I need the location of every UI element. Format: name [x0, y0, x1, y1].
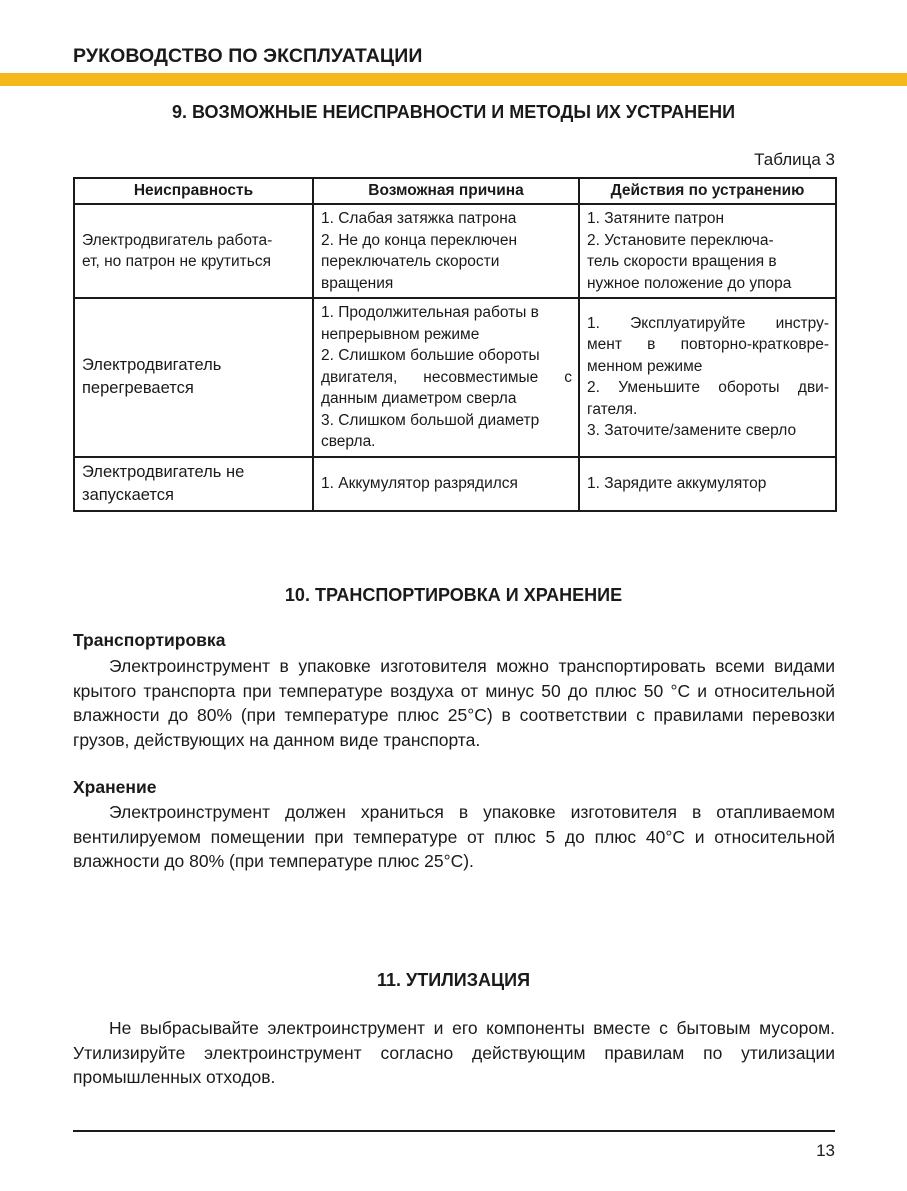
column-header-problem: Неисправность — [74, 178, 313, 204]
cell-line: мент в повторно-кратковре- — [587, 336, 829, 354]
cell-line: 2. Слишком большие обороты — [321, 347, 540, 364]
problem-cell — [74, 457, 313, 511]
section-11-title: 11. УТИЛИЗАЦИЯ — [376, 970, 531, 990]
column-header-cause: Возможная причина — [313, 178, 579, 204]
footer-divider — [73, 1130, 835, 1132]
cell-line: Электродвигатель — [82, 356, 222, 375]
section-10-title: 10. ТРАНСПОРТИРОВКА И ХРАНЕНИЕ — [284, 585, 623, 605]
cell-line: непрерывном режиме — [321, 325, 480, 343]
storage-paragraph: Электроинструмент должен храниться в упаковке изготовителя в отапливаемом вентилируемом помещении при температуре от плюс 5 до плюс 40°С и относительной влажности до 80% (при температуре плюс 25°С). — [73, 802, 835, 871]
cell-line: тель скорости вращения в — [587, 253, 777, 270]
cell-line: 2. Уменьшите обороты дви- — [587, 379, 829, 397]
cell-line: менном режиме — [587, 357, 703, 375]
problem-cell — [74, 204, 313, 298]
cell-line: 2. Установите переключа- — [587, 231, 774, 249]
action-cell — [579, 457, 836, 511]
cell-line: двигателя, несовместимые с — [321, 368, 572, 386]
table-row — [74, 204, 836, 298]
transport-subtitle: Транспортировка — [73, 630, 226, 650]
cell-line: гателя. — [587, 400, 638, 418]
cause-cell — [313, 457, 579, 511]
cell-line: данным диаметром сверла — [321, 390, 517, 407]
cell-line: 1. Слабая затяжка патрона — [321, 210, 517, 227]
problem-cell — [74, 298, 313, 457]
cell-line: 2. Не до конца переключен — [321, 231, 518, 249]
cell-line: 1. Эксплуатируйте инстру- — [587, 314, 829, 332]
cell-line: ет, но патрон не крутиться — [82, 253, 272, 270]
cell-line: 3. Заточите/замените сверло — [587, 422, 797, 440]
cause-cell — [313, 204, 579, 298]
cell-line: 1. Аккумулятор разрядился — [321, 474, 518, 492]
action-cell — [579, 298, 836, 457]
cell-line: запускается — [82, 485, 174, 504]
table-header-row — [74, 178, 836, 204]
action-cell — [579, 204, 836, 298]
cell-line: перегревается — [82, 379, 194, 398]
cell-line: сверла. — [321, 433, 376, 450]
transport-paragraph: Электроинструмент в упаковке изготовителя можно транспортировать всеми видами крытого транспорта при температуре воздуха от минус 50 до плюс 50 °С и относительной влажности до 80% (при температуре плюс 25°С) в соответствии с правилами перевозки грузов, действующих на данном виде транспорта. — [73, 656, 835, 750]
table-caption: Таблица 3 — [754, 150, 835, 169]
cell-line: 1. Затяните патрон — [587, 210, 725, 227]
cell-line: нужное положение до упора — [587, 274, 792, 292]
cell-line: Электродвигатель работа- — [82, 231, 273, 249]
header-accent-bar — [0, 73, 907, 86]
cell-line: 1. Зарядите аккумулятор — [587, 474, 767, 492]
page-number: 13 — [816, 1141, 835, 1160]
cell-line: переключатель скорости — [321, 253, 500, 270]
cell-line: 3. Слишком большой диаметр — [321, 411, 540, 429]
disposal-paragraph: Не выбрасывайте электроинструмент и его компоненты вместе с бытовым мусором. Утилизируйте электроинструмент согласно действующим правилам по утилизации промышленных отходов. — [73, 1018, 835, 1087]
cell-line: Электродвигатель не — [82, 462, 245, 481]
cell-line: 1. Продолжительная работы в — [321, 304, 539, 321]
table-row — [74, 457, 836, 511]
manual-title: РУКОВОДСТВО ПО ЭКСПЛУАТАЦИИ — [73, 45, 423, 67]
storage-subtitle: Хранение — [73, 777, 157, 797]
section-9-title: 9. ВОЗМОЖНЫЕ НЕИСПРАВНОСТИ И МЕТОДЫ ИХ УСТРАНЕНИ — [171, 102, 736, 122]
cell-line: вращения — [321, 274, 394, 292]
cause-cell — [313, 298, 579, 457]
troubleshooting-table — [73, 177, 837, 512]
table-row — [74, 298, 836, 457]
column-header-action: Действия по устранению — [579, 178, 836, 204]
